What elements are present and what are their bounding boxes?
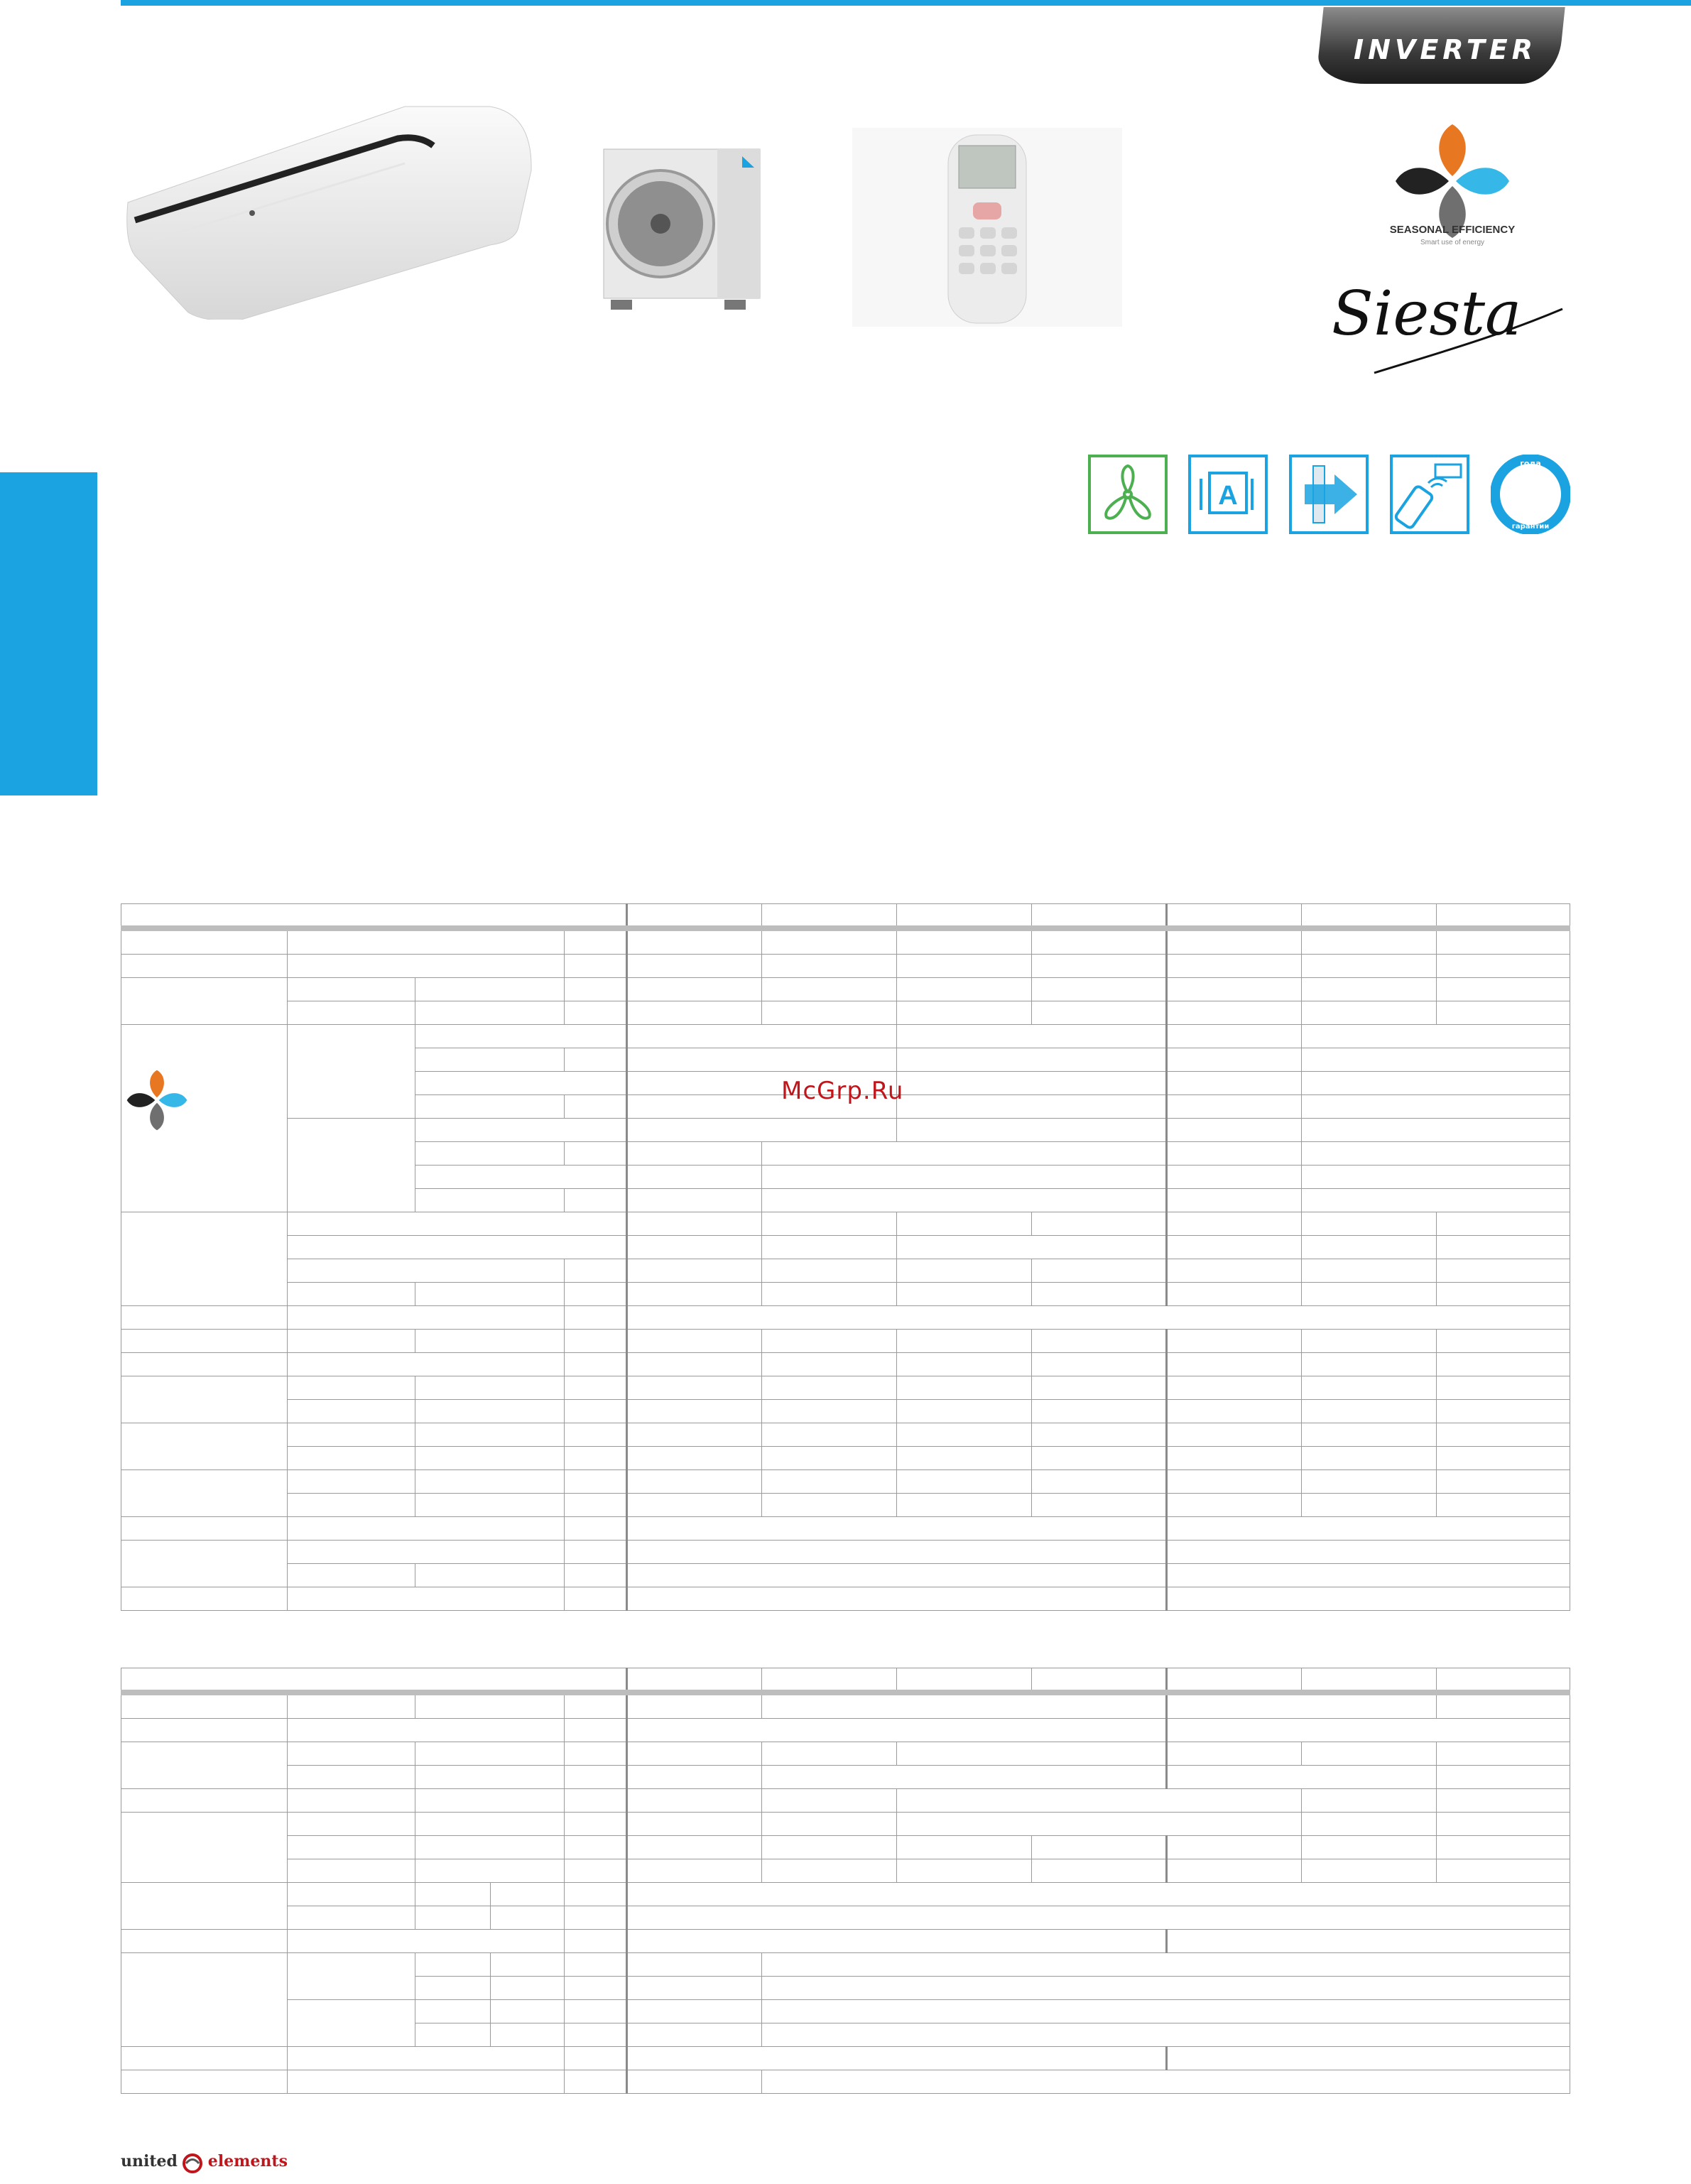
outdoor-spec-table	[121, 1668, 1570, 2094]
svg-text:A: A	[1218, 481, 1238, 511]
footer-swirl-icon	[180, 2153, 205, 2174]
remote-control-icon	[1390, 455, 1469, 534]
svg-text:гарантии: гарантии	[1511, 523, 1550, 531]
seasonal-efficiency-label: SEASONAL EFFICIENCY	[1389, 224, 1516, 236]
seasonal-efficiency-sub: Smart use of energy	[1420, 239, 1485, 246]
siesta-logo: Siesta	[1332, 278, 1522, 349]
warranty-icon	[1491, 455, 1570, 534]
top-accent-rule	[121, 0, 1691, 6]
siesta-swoosh	[1332, 277, 1566, 384]
watermark: McGrp.Ru	[781, 1077, 904, 1105]
indoor-spec-table	[121, 903, 1570, 1611]
footer-logo	[121, 2152, 288, 2180]
indoor-unit-image	[121, 78, 540, 320]
outdoor-unit-image	[597, 142, 767, 313]
table-seasonal-icon	[125, 1068, 189, 1132]
air-filter-icon	[1289, 455, 1369, 534]
fan-icon	[1088, 455, 1168, 534]
remote-control-image	[852, 128, 1122, 327]
svg-text:года: года	[1520, 459, 1541, 468]
inverter-badge-label: INVERTER	[1353, 34, 1537, 65]
section-side-tab	[0, 472, 97, 795]
auto-swing-icon	[1188, 455, 1268, 534]
footer-logo-left: united	[121, 2152, 178, 2171]
footer-logo-right: elements	[207, 2152, 288, 2171]
